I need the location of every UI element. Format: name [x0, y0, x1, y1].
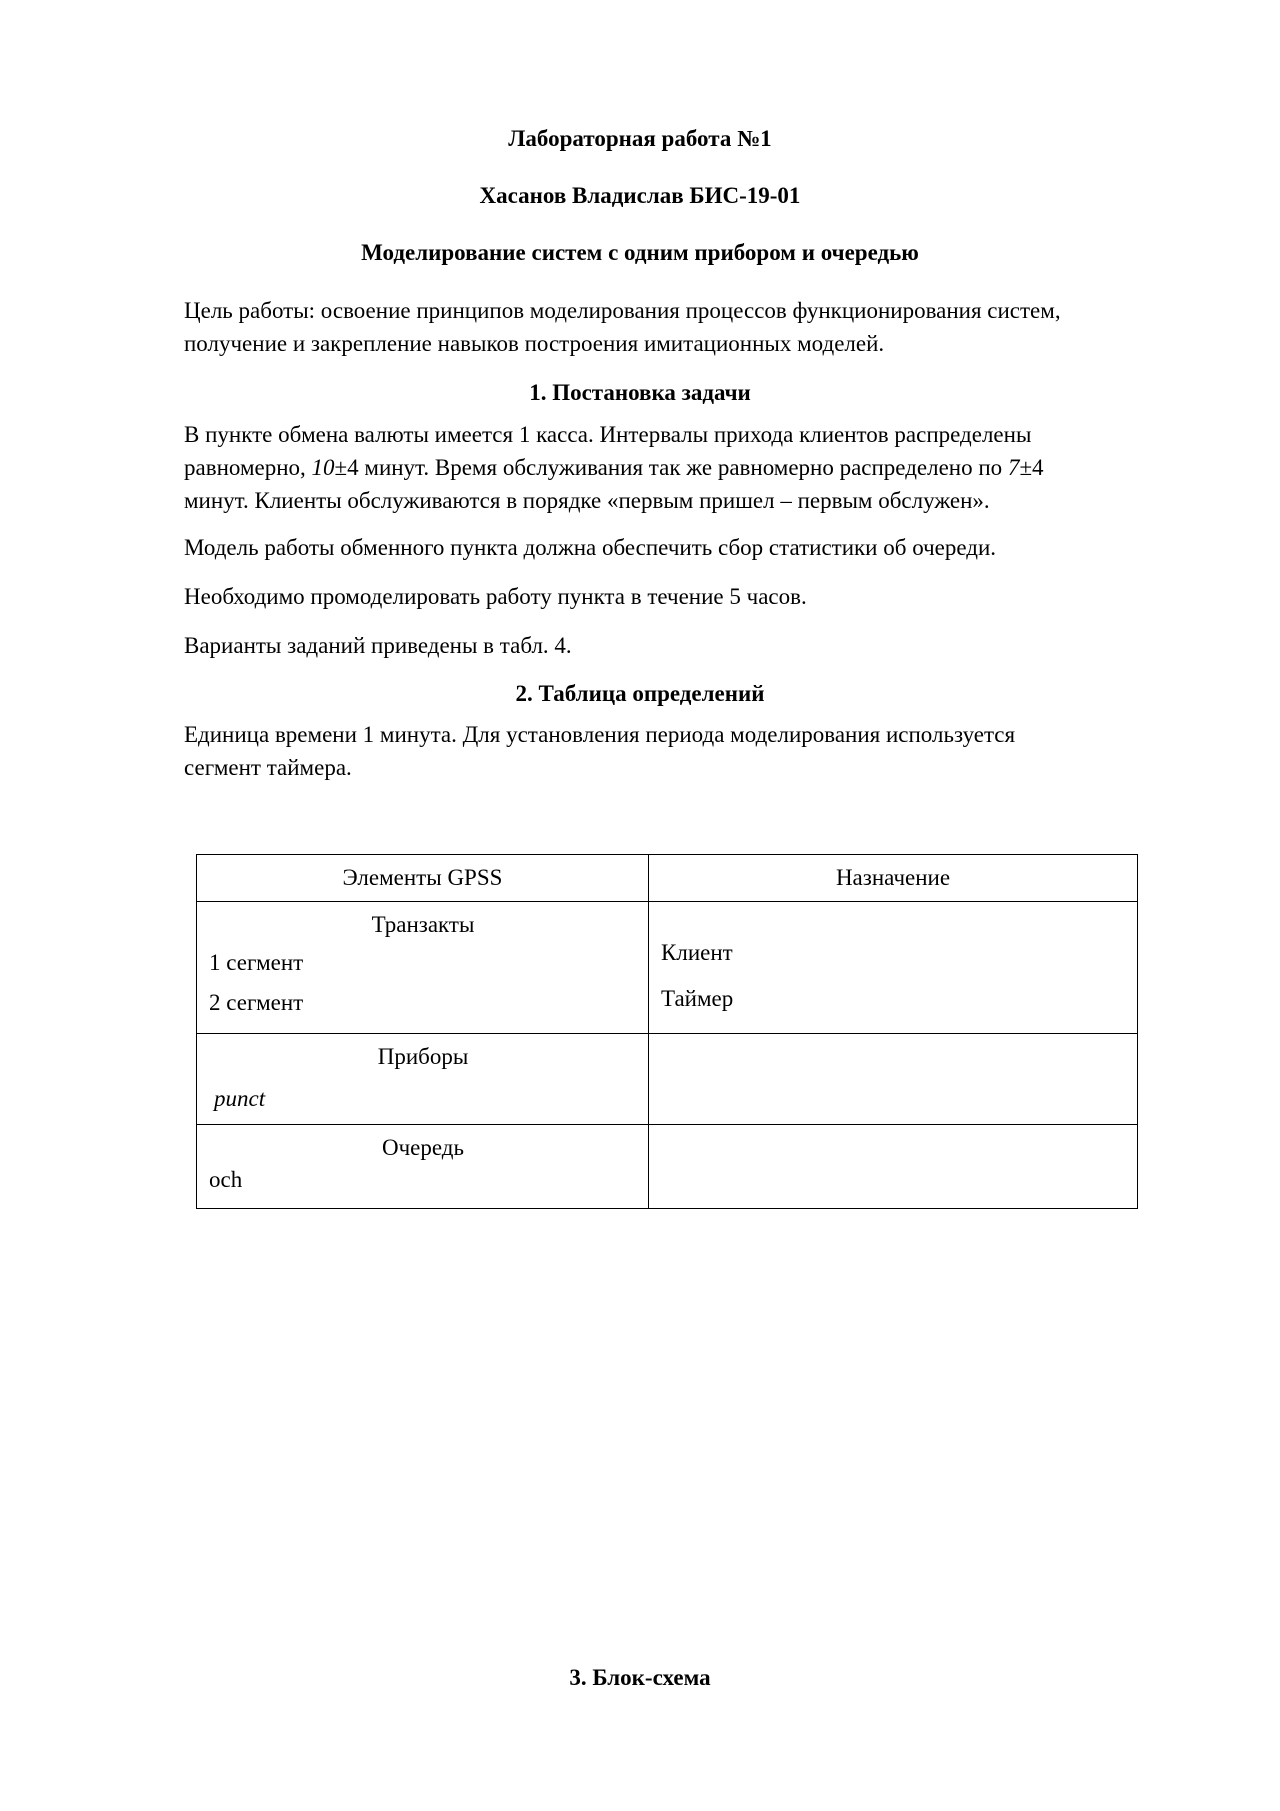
- segment-2: 2 сегмент: [209, 990, 304, 1015]
- table-row: [197, 902, 1138, 1034]
- section3-heading: 3. Блок-схема: [569, 1665, 711, 1690]
- text-fragment: ±4 минут. Время обслуживания так же равномерно распределено по: [334, 455, 1008, 480]
- devices-title: Приборы: [377, 1044, 469, 1069]
- transacts-title: Транзакты: [371, 912, 475, 937]
- section1-heading: 1. Постановка задачи: [529, 380, 751, 405]
- topic-title: Моделирование систем с одним прибором и очередью: [361, 240, 919, 265]
- transacts-purpose-cell: [649, 902, 1138, 1034]
- devices-purpose-cell: [649, 1034, 1138, 1125]
- queue-och: och: [209, 1167, 243, 1192]
- queue-purpose-cell: [649, 1125, 1138, 1209]
- goal-paragraph: [184, 294, 1184, 360]
- devices-cell: [197, 1034, 649, 1125]
- task-paragraph: [184, 418, 1184, 517]
- arrival-mean: 10: [311, 455, 335, 480]
- transacts-cell: [197, 902, 649, 1034]
- col-header-purpose: Назначение: [649, 855, 1138, 902]
- goal-line-2: получение и закрепление навыков построения имитационных моделей.: [184, 331, 885, 356]
- col-header-elements: Элементы GPSS: [197, 855, 649, 902]
- author-line: Хасанов Владислав БИС-19-01: [479, 183, 801, 208]
- purpose-timer: Таймер: [661, 986, 734, 1011]
- task-line-2: [184, 451, 1184, 484]
- stats-paragraph: Модель работы обменного пункта должна обеспечить сбор статистики об очереди.: [184, 535, 997, 560]
- device-punct: punct: [214, 1086, 266, 1111]
- queue-title: Очередь: [382, 1135, 464, 1160]
- goal-line-1: Цель работы: освоение принципов моделирования процессов функционирования систем,: [184, 298, 1061, 323]
- text-fragment: ±4: [1019, 455, 1044, 480]
- table-header-row: [197, 855, 1138, 902]
- table-row: [197, 1034, 1138, 1125]
- table-row: [197, 1125, 1138, 1209]
- variants-paragraph: Варианты заданий приведены в табл. 4.: [184, 633, 572, 658]
- time-unit-paragraph: [184, 718, 1184, 784]
- segment-1: 1 сегмент: [209, 950, 304, 975]
- service-mean: 7: [1007, 455, 1020, 480]
- duration-paragraph: Необходимо промоделировать работу пункта в течение 5 часов.: [184, 584, 807, 609]
- lab-title: Лабораторная работа №1: [508, 126, 772, 151]
- task-line-1: В пункте обмена валюты имеется 1 касса. Интервалы прихода клиентов распределены: [184, 422, 1032, 447]
- queue-cell: [197, 1125, 649, 1209]
- time-unit-line-2: сегмент таймера.: [184, 755, 352, 780]
- time-unit-line-1: Единица времени 1 минута. Для установления периода моделирования используется: [184, 722, 1016, 747]
- text-fragment: равномерно,: [184, 455, 312, 480]
- task-line-3: минут. Клиенты обслуживаются в порядке «первым пришел – первым обслужен».: [184, 488, 990, 513]
- definitions-table: [196, 854, 1138, 1209]
- purpose-client: Клиент: [661, 940, 733, 965]
- section2-heading: 2. Таблица определений: [515, 681, 765, 706]
